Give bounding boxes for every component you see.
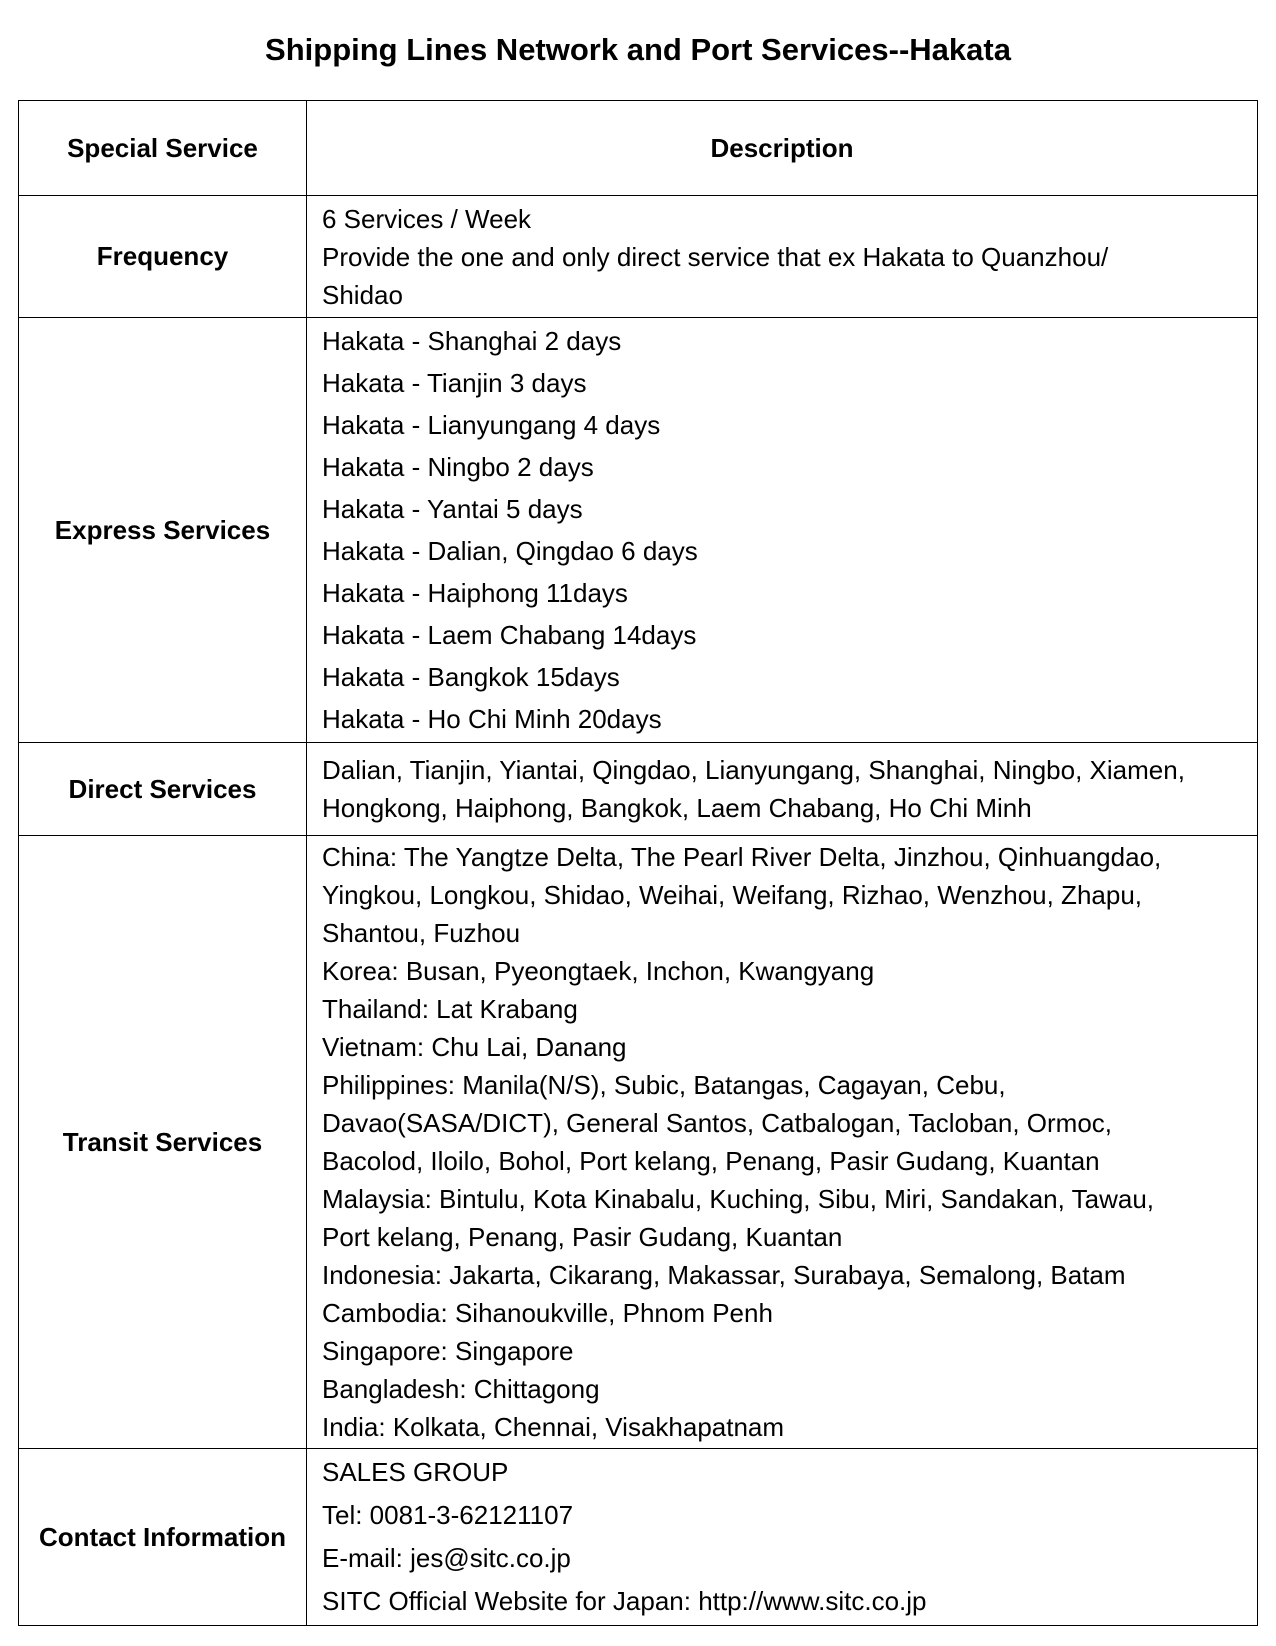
row-description-direct-services	[307, 743, 1258, 836]
description-line: SITC Official Website for Japan: http://www.sitc.co.jp	[322, 1586, 927, 1616]
description-line: Shantou, Fuzhou	[322, 918, 521, 948]
description-line: China: The Yangtze Delta, The Pearl River Delta, Jinzhou, Qinhuangdao,	[322, 842, 1162, 872]
description-line: Hakata - Laem Chabang 14days	[322, 620, 697, 650]
table-row-transit-services	[19, 836, 1258, 1449]
description-line: India: Kolkata, Chennai, Visakhapatnam	[322, 1412, 785, 1442]
table-row-express-services	[19, 318, 1258, 743]
description-line: Singapore: Singapore	[322, 1336, 574, 1366]
description-line: Port kelang, Penang, Pasir Gudang, Kuantan	[322, 1222, 843, 1252]
table-row-frequency	[19, 196, 1258, 318]
description-line: Hakata - Tianjin 3 days	[322, 368, 587, 398]
row-label-direct-services: Direct Services	[19, 743, 307, 836]
row-description-express-services	[307, 318, 1258, 743]
description-line: Indonesia: Jakarta, Cikarang, Makassar, Surabaya, Semalong, Batam	[322, 1260, 1126, 1290]
description-line: Hakata - Yantai 5 days	[322, 494, 583, 524]
description-line: Thailand: Lat Krabang	[322, 994, 578, 1024]
column-header-special-service: Special Service	[19, 101, 307, 196]
description-line: Davao(SASA/DICT), General Santos, Catbalogan, Tacloban, Ormoc,	[322, 1108, 1113, 1138]
row-description-contact-information	[307, 1449, 1258, 1626]
description-line: SALES GROUP	[322, 1457, 509, 1487]
services-table	[18, 100, 1258, 1626]
row-label-frequency: Frequency	[19, 196, 307, 318]
description-line: Shidao	[322, 279, 403, 310]
row-label-contact-information: Contact Information	[19, 1449, 307, 1626]
description-line: Tel: 0081-3-62121107	[322, 1500, 574, 1530]
row-label-express-services: Express Services	[19, 318, 307, 743]
description-line: Dalian, Tianjin, Yiantai, Qingdao, Lianyungang, Shanghai, Ningbo, Xiamen,	[322, 755, 1185, 785]
table-header-row	[19, 101, 1258, 196]
description-line: Hakata - Lianyungang 4 days	[322, 410, 661, 440]
description-line: Hakata - Bangkok 15days	[322, 662, 620, 692]
description-line: Hakata - Shanghai 2 days	[322, 326, 622, 356]
description-line: Bacolod, Iloilo, Bohol, Port kelang, Penang, Pasir Gudang, Kuantan	[322, 1146, 1100, 1176]
description-line: Hakata - Haiphong 11days	[322, 578, 628, 608]
page-title: Shipping Lines Network and Port Services--Hakata	[265, 32, 1011, 67]
table-row-contact-information	[19, 1449, 1258, 1626]
description-line: Yingkou, Longkou, Shidao, Weihai, Weifang, Rizhao, Wenzhou, Zhapu,	[322, 880, 1143, 910]
column-header-description: Description	[307, 101, 1258, 196]
description-line: Cambodia: Sihanoukville, Phnom Penh	[322, 1298, 773, 1328]
description-line: Bangladesh: Chittagong	[322, 1374, 600, 1404]
description-line: Vietnam: Chu Lai, Danang	[322, 1032, 627, 1062]
description-line: Korea: Busan, Pyeongtaek, Inchon, Kwangyang	[322, 956, 875, 986]
row-description-transit-services	[307, 836, 1258, 1449]
description-line: Hakata - Ho Chi Minh 20days	[322, 704, 662, 734]
row-label-transit-services: Transit Services	[19, 836, 307, 1449]
description-line: Hongkong, Haiphong, Bangkok, Laem Chabang, Ho Chi Minh	[322, 793, 1032, 823]
description-line: Hakata - Ningbo 2 days	[322, 452, 594, 482]
description-line: Malaysia: Bintulu, Kota Kinabalu, Kuching, Sibu, Miri, Sandakan, Tawau,	[322, 1184, 1154, 1214]
description-line: 6 Services / Week	[322, 203, 532, 234]
description-line: Hakata - Dalian, Qingdao 6 days	[322, 536, 698, 566]
row-description-frequency	[307, 196, 1258, 318]
description-line: E-mail: jes@sitc.co.jp	[322, 1543, 571, 1573]
description-line: Philippines: Manila(N/S), Subic, Batangas, Cagayan, Cebu,	[322, 1070, 1006, 1100]
table-row-direct-services	[19, 743, 1258, 836]
description-line: Provide the one and only direct service that ex Hakata to Quanzhou/	[322, 241, 1109, 272]
